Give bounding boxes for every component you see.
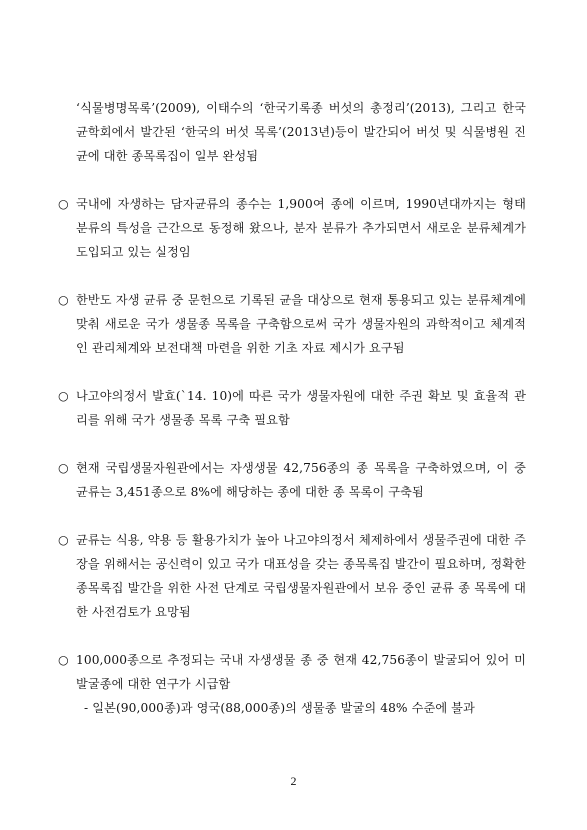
circle-bullet-icon: ○: [58, 389, 69, 403]
circle-bullet-icon: ○: [58, 461, 69, 475]
bullet-text: 100,000종으로 추정되는 국내 자생생물 종 중 현재 42,756종이 발굴되어 있어 미발굴종에 대한 연구가 시급함: [76, 653, 526, 691]
bullet-text: 균류는 식용, 약용 등 활용가치가 높아 나고야의정서 체제하에서 생물주권에 대한 주장을 위해서는 공신력이 있고 국가 대표성을 갖는 종목록집 발간이 필요하며, 정확한 종목록집 발간을 위한 사전 단계로 국립생물자원관에서 보유 중인 균류 종 목록에 대한 사전검토가 요망됨: [76, 533, 526, 619]
bullet-item: [58, 384, 526, 432]
sub-item-text: - 일본(90,000종)과 영국(88,000종)의 생물종 발굴의 48% 수준에 불과: [84, 701, 475, 715]
bullet-item: [58, 528, 526, 624]
intro-paragraph: ‘식물병명목록’(2009), 이태수의 ‘한국기록종 버섯의 총정리’(2013), 그리고 한국균학회에서 발간된 ‘한국의 버섯 목록’(2013년)등이 발간되어 버섯 및 식물병원 진균에 대한 종목록집이 일부 완성됨: [76, 101, 526, 163]
bullet-text: 현재 국립생물자원관에서는 자생생물 42,756종의 종 목록을 구축하였으며, 이 중 균류는 3,451종으로 8%에 해당하는 종에 대한 종 목록이 구축됨: [76, 461, 526, 499]
circle-bullet-icon: ○: [58, 197, 69, 211]
bullet-text: 한반도 자생 균류 중 문헌으로 기록된 균을 대상으로 현재 통용되고 있는 분류체계에 맞춰 새로운 국가 생물종 목록을 구축함으로써 국가 생물자원의 과학적이고 체계적인 관리체계와 보전대책 마련을 위한 기초 자료 제시가 요구됨: [76, 293, 526, 355]
bullet-item: [58, 192, 526, 264]
bullet-item: [58, 456, 526, 504]
document-body: [58, 96, 526, 720]
circle-bullet-icon: ○: [58, 653, 69, 667]
circle-bullet-icon: ○: [58, 293, 69, 307]
bullet-item: [58, 288, 526, 360]
bullet-item: [58, 648, 526, 696]
circle-bullet-icon: ○: [58, 533, 69, 547]
bullet-text: 국내에 자생하는 담자균류의 종수는 1,900여 종에 이르며, 1990년대까지는 형태 분류의 특성을 근간으로 동정해 왔으나, 분자 분류가 추가되면서 새로운 분류체계가 도입되고 있는 실정임: [76, 197, 526, 259]
page-number: 2: [290, 774, 297, 788]
bullet-text: 나고야의정서 발효(`14. 10)에 따른 국가 생물자원에 대한 주권 확보 및 효율적 관리를 위해 국가 생물종 목록 구축 필요함: [76, 389, 526, 427]
